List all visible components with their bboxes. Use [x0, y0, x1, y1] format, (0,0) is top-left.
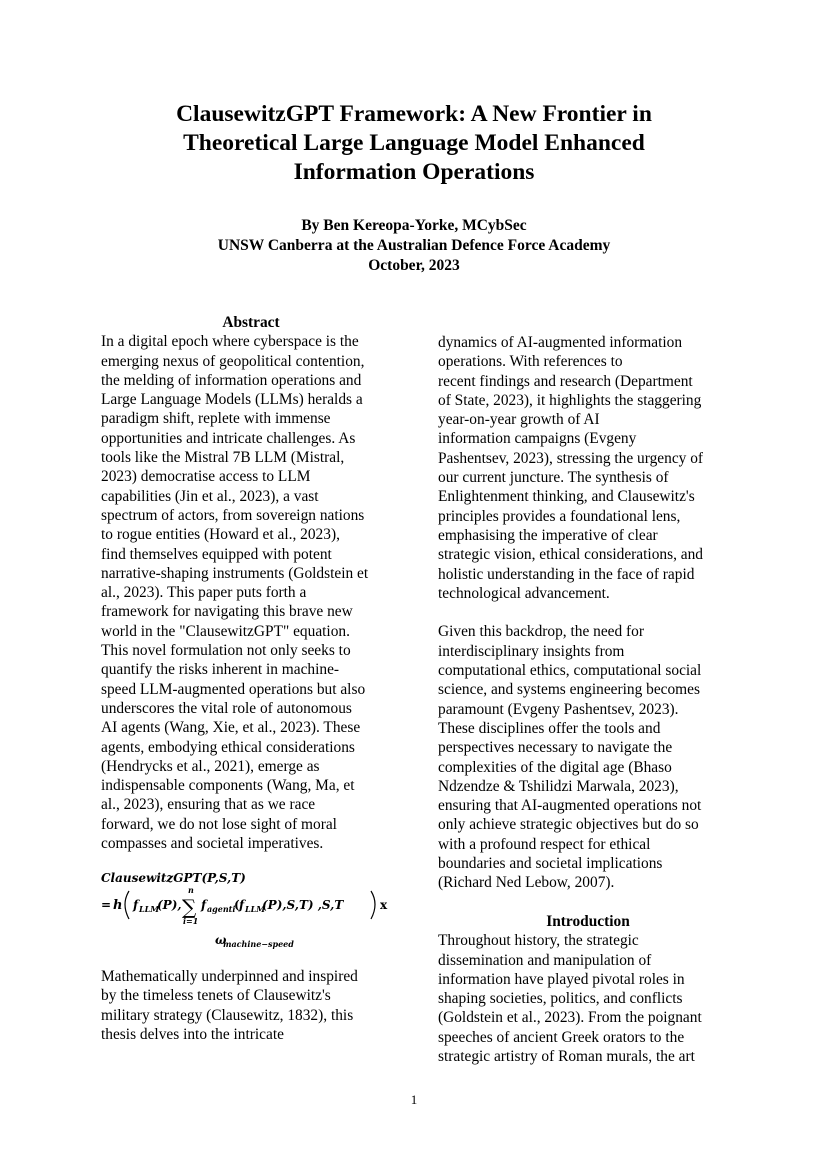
left-after-formula-text	[101, 967, 401, 1044]
text-line: emphasising the imperative of clear	[438, 526, 658, 544]
text-line: information campaigns (Evgeny	[438, 430, 637, 448]
text-line: with a profound respect for ethical	[438, 835, 651, 853]
equation-lhs: ClausewitzGPT(P,S,T)	[101, 871, 246, 885]
text-line: Mathematically underpinned and inspired	[101, 968, 358, 985]
text-line: These disciplines offer the tools and	[438, 719, 661, 737]
text-line: of State, 2023), it highlights the staggering	[438, 391, 702, 409]
right-paragraph-2	[438, 622, 738, 892]
text-line: principles provides a foundational lens,	[438, 507, 681, 525]
abstract-line: al., 2023), ensuring that as we race	[101, 796, 316, 814]
abstract-line: In a digital epoch where cyberspace is the	[101, 333, 359, 351]
introduction-line: dissemination and manipulation of	[438, 951, 652, 969]
title-line: Theoretical Large Language Model Enhanced	[183, 130, 645, 156]
abstract-line: indispensable components (Wang, Ma, et	[101, 777, 355, 795]
equation-p-arg: (P),	[157, 898, 182, 912]
abstract-line: emerging nexus of geopolitical contention,	[101, 352, 365, 370]
sum-lower-limit: i=1	[183, 916, 199, 926]
abstract-line: compasses and societal imperatives.	[101, 835, 324, 853]
text-line: year-on-year growth of AI	[438, 411, 600, 429]
abstract-line: to rogue entities (Howard et al., 2023),	[101, 526, 340, 544]
abstract-line: AI agents (Wang, Xie, et al., 2023). These	[101, 719, 361, 737]
text-line: operations. With references to	[438, 353, 623, 371]
equation-inner-rest: (P),S,T) ,S,T	[262, 898, 344, 912]
left-paren-big	[125, 891, 129, 919]
introduction-heading: Introduction	[546, 912, 630, 930]
equation-f-llm: f	[133, 898, 139, 912]
text-line: paramount (Evgeny Pashentsev, 2023).	[438, 700, 679, 718]
equation-sub-llm: LLM	[139, 904, 160, 914]
affiliation: UNSW Canberra at the Australian Defence Force Academy	[217, 237, 611, 254]
text-line: (Richard Ned Lebow, 2007).	[438, 874, 615, 892]
text-line: strategic vision, ethical considerations, and	[438, 546, 703, 564]
introduction-line: information have played pivotal roles in	[438, 970, 685, 988]
text-line: computational ethics, computational social	[438, 662, 702, 680]
sum-symbol-icon: ∑	[182, 895, 197, 919]
byline	[100, 216, 728, 276]
abstract-line: (Hendrycks et al., 2021), emerge as	[101, 757, 320, 775]
text-line: perspectives necessary to navigate the	[438, 739, 673, 757]
equation-equals: =	[101, 898, 112, 912]
text-line: Given this backdrop, the need for	[438, 623, 644, 641]
abstract-heading: Abstract	[222, 314, 280, 331]
text-line: thesis delves into the intricate	[101, 1025, 284, 1043]
abstract-line: forward, we do not lose sight of moral	[101, 815, 337, 833]
text-line: by the timeless tenets of Clausewitz's	[101, 987, 331, 1005]
sum-upper-limit: n	[188, 885, 194, 895]
abstract-line: This novel formulation not only seeks to	[101, 642, 351, 660]
equation-times: x	[380, 898, 388, 912]
text-line: recent findings and research (Department	[438, 372, 693, 390]
text-line: boundaries and societal implications	[438, 855, 663, 873]
abstract-line: 2023) democratise access to LLM	[101, 468, 311, 486]
introduction-line: Throughout history, the strategic	[438, 932, 639, 950]
text-line: ensuring that AI-augmented operations not	[438, 797, 702, 815]
text-line: only achieve strategic objectives but do so	[438, 816, 699, 834]
abstract-line: agents, embodying ethical considerations	[101, 738, 355, 756]
equation-f-agent: f	[201, 898, 207, 912]
equation-omega: ω	[215, 933, 227, 947]
abstract-line: al., 2023). This paper puts forth a	[101, 584, 307, 602]
abstract-line: framework for navigating this brave new	[101, 603, 353, 621]
author: By Ben Kereopa-Yorke, MCybSec	[301, 217, 527, 234]
abstract-line: paradigm shift, replete with immense	[101, 410, 331, 428]
equation-f-llm-inner: f	[239, 898, 245, 912]
abstract-line: tools like the Mistral 7B LLM (Mistral,	[101, 449, 345, 467]
abstract-line: spectrum of actors, from sovereign nations	[101, 506, 365, 524]
abstract-line: underscores the vital role of autonomous	[101, 699, 352, 717]
introduction-line: strategic artistry of Roman murals, the art	[438, 1047, 695, 1065]
abstract-line: quantify the risks inherent in machine-	[101, 661, 340, 679]
abstract-line: capabilities (Jin et al., 2023), a vast	[101, 487, 319, 505]
right-paragraph-1	[438, 333, 738, 603]
introduction-text	[438, 931, 738, 1066]
left-column-continued	[101, 967, 401, 1044]
abstract-line: world in the "ClausewitzGPT" equation.	[101, 622, 350, 640]
date: October, 2023	[368, 257, 460, 274]
text-line: complexities of the digital age (Bhaso	[438, 758, 672, 776]
text-line: science, and systems engineering becomes	[438, 681, 700, 699]
text-line: interdisciplinary insights from	[438, 642, 625, 660]
abstract-line: speed LLM-augmented operations but also	[101, 680, 366, 698]
equation-h: h	[113, 898, 123, 913]
text-line: Enlightenment thinking, and Clausewitz's	[438, 488, 695, 506]
text-line: military strategy (Clausewitz, 1832), this	[101, 1006, 354, 1024]
introduction-line: speeches of ancient Greek orators to the	[438, 1028, 685, 1046]
abstract-line: opportunities and intricate challenges. As	[101, 429, 356, 447]
text-line: technological advancement.	[438, 584, 610, 602]
abstract-line: find themselves equipped with potent	[101, 545, 332, 563]
equation-sub-agent: agenti	[207, 904, 236, 914]
equation-inner-open: (	[234, 898, 240, 912]
left-column	[101, 313, 401, 853]
introduction-line: shaping societies, politics, and conflicts	[438, 990, 683, 1008]
text-line: holistic understanding in the face of rapid	[438, 565, 695, 583]
page-number: 1	[410, 1092, 418, 1107]
title-line: Information Operations	[293, 159, 535, 185]
text-line: dynamics of AI-augmented information	[438, 334, 683, 351]
abstract-line: narrative-shaping instruments (Goldstein et	[101, 564, 369, 582]
abstract-text	[101, 332, 401, 853]
paper-title	[100, 100, 728, 187]
clausewitzgpt-equation	[101, 866, 401, 956]
introduction-line: (Goldstein et al., 2023). From the poignant	[438, 1009, 702, 1027]
text-line: our current juncture. The synthesis of	[438, 469, 669, 487]
abstract-line: Large Language Models (LLMs) heralds a	[101, 391, 363, 409]
title-line: ClausewitzGPT Framework: A New Frontier in	[176, 101, 652, 127]
text-line: Ndzendze & Tshilidzi Marwala, 2023),	[438, 777, 679, 795]
equation-sub-llm-inner: LLM	[245, 904, 266, 914]
equation-sub-omega: machine−speed	[223, 939, 294, 949]
abstract-line: the melding of information operations and	[101, 371, 362, 389]
text-line: Pashentsev, 2023), stressing the urgency of	[438, 449, 704, 467]
right-paren-big	[371, 891, 375, 919]
right-column	[438, 333, 738, 1066]
